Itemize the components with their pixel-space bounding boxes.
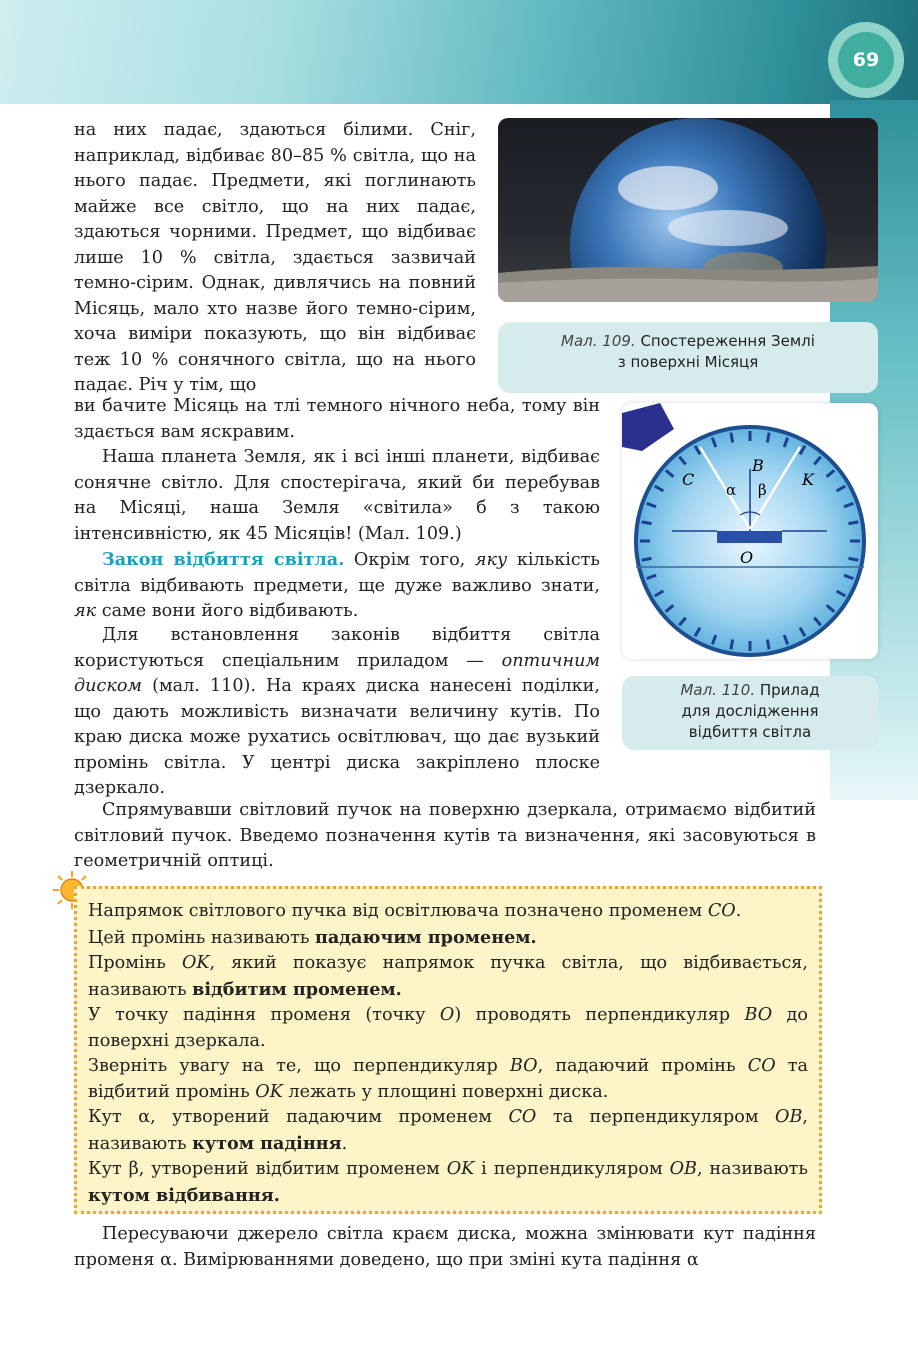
disk-label-b: B [752,456,764,475]
disk-label-k: K [802,470,814,489]
callout-line3-mid: , який показує напрямок пучка світла, що відбивається, називають [88,953,808,1000]
figure-110-label: Мал. 110. [680,681,756,699]
paragraph-3-italic-1: яку [474,550,508,570]
figure-109-text-line2: з поверхні Місяця [617,353,759,371]
paragraph-3 [74,547,600,625]
callout-text [88,899,808,1209]
paragraph-3-text-a: Окрім того, [344,550,475,570]
callout-line4-end: до поверхні дзеркала. [88,1005,808,1051]
figure-109-label: Мал. 109. [561,332,636,350]
callout-line4-mid: ) проводять перпендикуляр [454,1005,745,1025]
disk-tick [642,558,652,560]
callout-line3: Промінь [88,953,182,973]
law-of-reflection-heading: Закон відбиття світла. [102,549,345,570]
disk-tick [848,558,858,560]
callout-line6: Кут α, утворений падаючим променем [88,1107,509,1127]
callout-ob-2: OB [669,1159,697,1179]
disk-tick [767,433,769,443]
callout-line5-mid2: та відбитий промінь [88,1056,808,1102]
callout-line6-mid2: , називають [88,1107,808,1154]
page-number-gear-icon [828,22,904,98]
callout-line7: Кут β, утворений відбитим променем [88,1159,447,1179]
earth-photo-drawing [498,118,878,302]
incident-ray-term: падаючим променем. [315,926,537,948]
figure-110-text-line3: відбиття світла [688,723,812,741]
callout-bo-1: BO [744,1005,773,1025]
disk-tick [731,639,733,649]
callout-ok-2: OK [255,1081,283,1102]
paragraph-4-text-b: (мал. 110). На краях диска нанесені поділки, що дають можливість визначати величину кутів. По краю диска може рухатись освітлювач, що дає вузький промінь світла. У центрі диска закріплено плоске дзеркало. [74,676,600,798]
page-side-strip-bottom [830,800,918,1360]
figure-110-caption [622,676,878,750]
paragraph-3-italic-2: як [74,601,97,621]
callout-line5: Зверніть увагу на те, що перпендикуляр [88,1056,510,1076]
callout-co-1: CO [707,901,736,921]
callout-line5-end: лежать у площині поверхні диска. [282,1081,609,1102]
callout-line2: Цей промінь називають [88,927,316,948]
optical-disk-figure [622,403,878,659]
optical-disk-drawing [622,403,878,659]
earth-from-moon-photo [498,118,878,302]
optical-disk-term: оптичним диском [74,650,600,696]
angle-of-reflection-term: кутом відбивання. [88,1184,280,1206]
disk-label-beta: β [758,481,767,499]
disk-tick [642,522,652,524]
paragraph-3-text-c: саме вони його відбивають. [96,601,359,621]
callout-line1-end: . [735,901,742,921]
paragraph-2: Наша планета Земля, як і всі інші планети, відбиває сонячне світло. Для спостерігача, який би перебував на Місяці, наша Земля «світила» б з такою інтенсивністю, як 45 Місяців! (Мал. 109.) [74,447,600,544]
disk-tick [767,639,769,649]
callout-line7-mid2: , називають [696,1159,808,1179]
disk-label-c: C [682,470,695,489]
paragraph-5: Спрямувавши світловий пучок на поверхню дзеркала, отримаємо відбитий світловий пучок. Введемо позначення кутів та визначення, які засовуються в геометричній оптиці. [74,800,816,871]
disk-label-alpha: α [726,481,737,499]
paragraph-6: Пересуваючи джерело світла краєм диска, можна змінювати кут падіння променя α. Вимірюваннями доведено, що при зміні кута падіння α [74,1224,816,1270]
callout-co-2: CO [747,1056,776,1076]
callout-line5-mid: , падаючий промінь [537,1056,748,1076]
callout-co-3: CO [508,1107,537,1127]
paragraph-1-end: ви бачите Місяць на тлі темного нічного неба, тому він здається вам яскравим. [74,396,600,442]
figure-109-text-line1: Спостереження Землі [635,332,815,350]
reflected-ray-term: відбитим променем. [192,978,402,1000]
disk-label-o: O [740,548,754,567]
disk-tick [731,433,733,443]
paragraph-4 [74,623,600,802]
callout-bo-2: BO [509,1056,538,1076]
callout-line6-end: . [341,1133,348,1154]
callout-ok-1: OK [181,953,210,973]
callout-line6-mid: та перпендикуляром [536,1107,776,1127]
page-header-banner [0,0,918,108]
callout-line7-mid: і перпендикуляром [474,1159,670,1179]
disk-tick [848,522,858,524]
definitions-callout [74,886,822,1214]
figure-110-text-line1: Прилад [755,681,820,699]
callout-line4: У точку падіння променя (точку [88,1005,440,1025]
figure-109-caption [498,322,878,393]
callout-ob-1: OB [775,1107,803,1127]
paragraph-1: на них падає, здаються білими. Сніг, наприклад, відбиває 80–85 % світла, що на нього падає. Предмети, які поглинають майже все світло, що на них падає, здаються чорними. Предмет, що відбиває лише 10 % світла, здається зазвичай темно-сірим. Однак, дивлячись на повний Місяць, мало хто назве його темно-сірим, хоча виміри показують, що він відбиває теж 10 % сонячного світла, що на нього падає. Річ у тім, що [74,120,476,395]
figure-110-text-line2: для дослідження [681,702,819,720]
page-number: 69 [838,32,894,88]
angle-of-incidence-term: кутом падіння [192,1132,342,1154]
callout-o: O [439,1005,455,1025]
paragraph-4-text-a: Для встановлення законів відбиття світла користуються спеціальним приладом — [74,625,600,671]
paragraph-3-text-b: кількість світла відбивають предмети, ще дуже важливо знати, [74,550,600,596]
callout-line1: Напрямок світлового пучка від освітлювача позначено променем [88,901,708,921]
callout-ok-3: OK [446,1159,475,1179]
